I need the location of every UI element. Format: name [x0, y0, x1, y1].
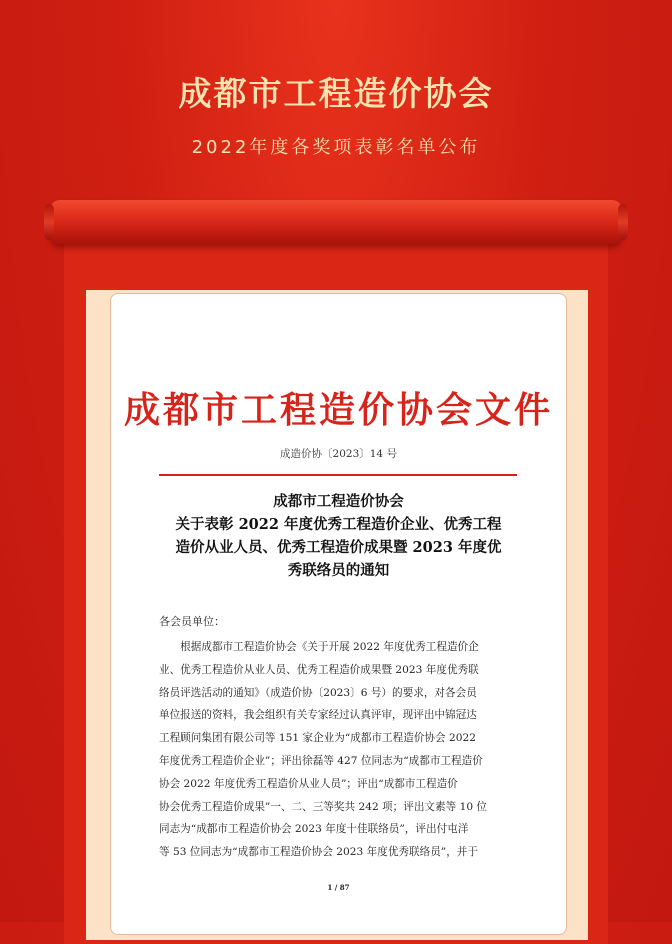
- body-line: 络员评选活动的通知》（成造价协〔2023〕6 号）的要求，对各会员: [159, 686, 477, 699]
- scroll-rod: [50, 200, 622, 244]
- body-line: 工程顾问集团有限公司等 151 家企业为“成都市工程造价协会 2022: [159, 732, 476, 745]
- title-line: 成都市工程造价协会: [273, 493, 404, 510]
- body-line: 协会优秀工程造价成果”一、二、三等奖共 242 项；评出文素等 10 位: [159, 800, 488, 813]
- salutation: 各会员单位：: [159, 615, 225, 628]
- document-body: [159, 636, 523, 864]
- body-line: 协会 2022 年度优秀工程造价从业人员”；评出“成都市工程造价: [159, 777, 458, 790]
- document-title: [151, 490, 526, 582]
- title-line: 造价从业人员、优秀工程造价成果暨 2023 年度优: [175, 539, 502, 556]
- body-line: 等 53 位同志为“成都市工程造价协会 2023 年度优秀联络员”，并于: [159, 846, 478, 859]
- body-line: 业、优秀工程造价从业人员、优秀工程造价成果暨 2023 年度优秀联: [159, 663, 479, 676]
- body-line: 根据成都市工程造价协会《关于开展 2022 年度优秀工程造价企: [159, 641, 479, 653]
- body-line: 同志为“成都市工程造价协会 2023 年度十佳联络员”，评出付屯洋: [159, 823, 469, 836]
- body-line: 单位报送的资料，我会组织有关专家经过认真评审，现评出中锦冠达: [159, 709, 477, 722]
- header-divider: [159, 474, 517, 476]
- banner-title: 成都市工程造价协会: [178, 74, 494, 113]
- title-line: 秀联络员的通知: [287, 562, 390, 579]
- banner-subtitle: 2022年度各奖项表彰名单公布: [191, 137, 481, 158]
- document-page[interactable]: [110, 293, 567, 935]
- document-header: 成都市工程造价协会文件: [123, 389, 553, 431]
- body-line: 年度优秀工程造价企业”；评出徐磊等 427 位同志为“成都市工程造价: [159, 754, 483, 767]
- document-number: 成造价协〔2023〕14 号: [280, 448, 397, 460]
- title-line: 关于表彰 2022 年度优秀工程造价企业、优秀工程: [175, 516, 502, 533]
- page-indicator: 1 / 87: [327, 883, 350, 892]
